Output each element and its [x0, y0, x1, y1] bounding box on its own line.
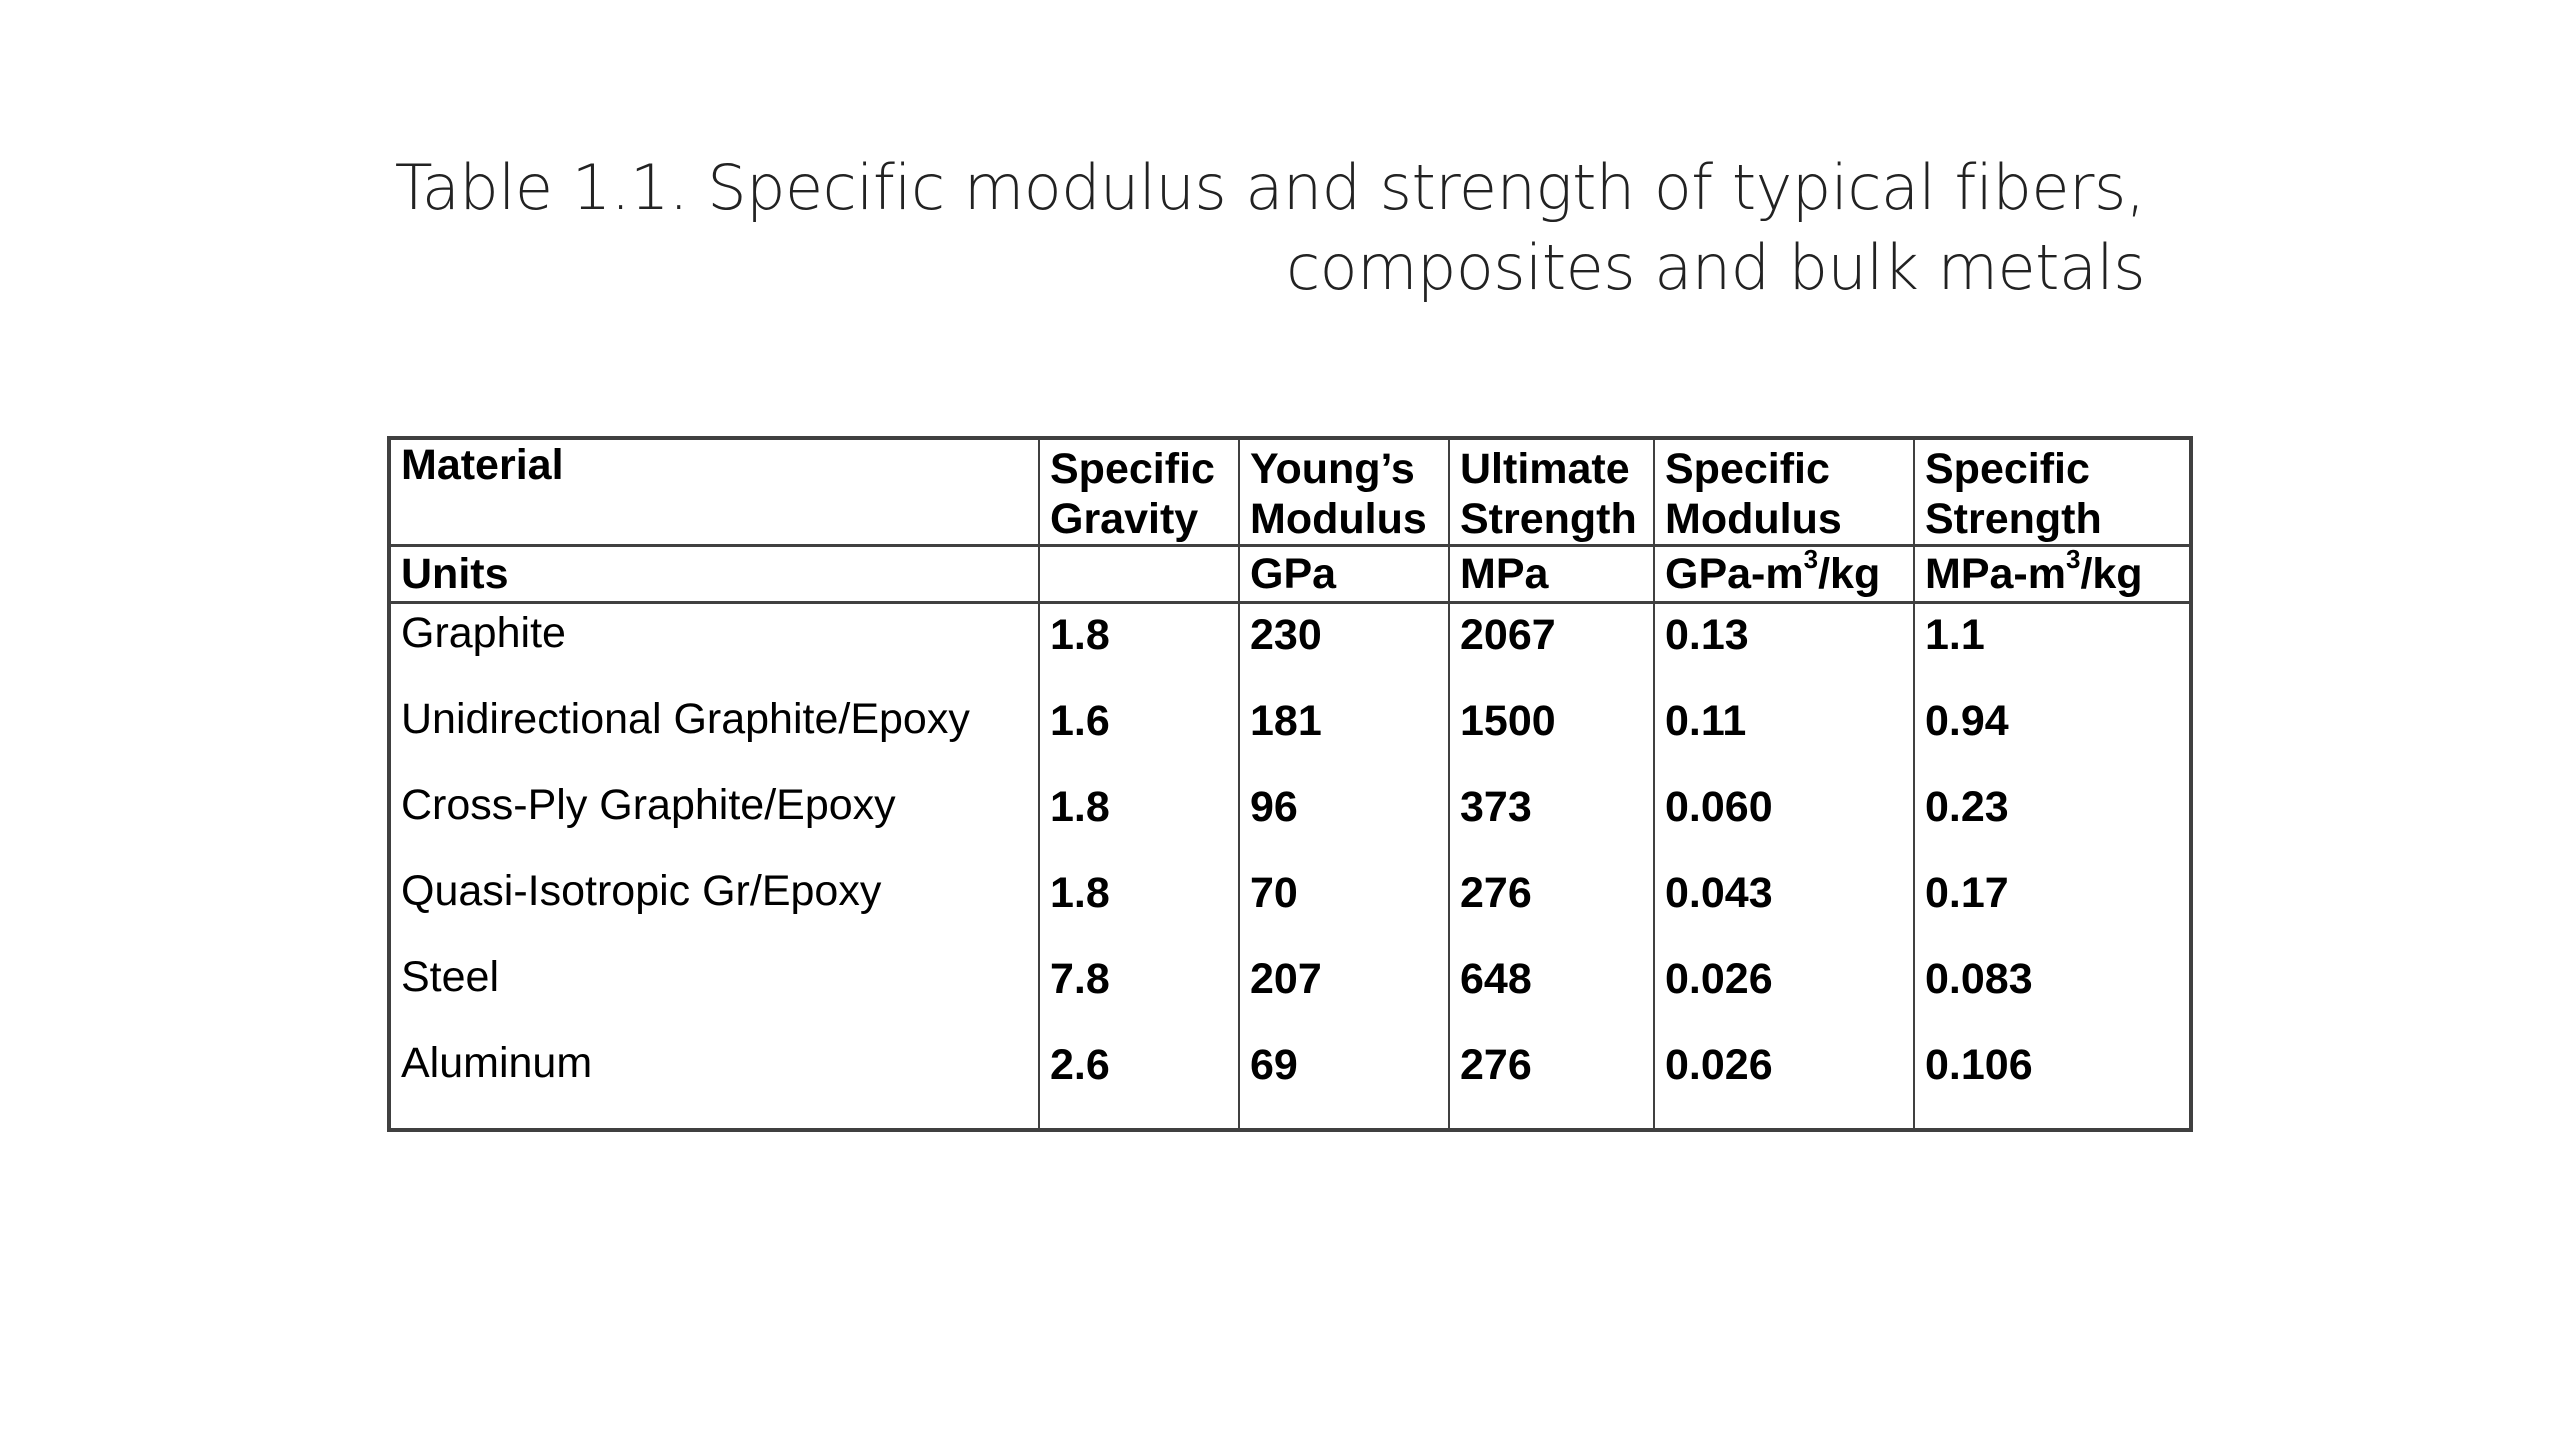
specific-strength-cell: 0.083: [1914, 948, 2191, 1034]
specific-modulus-cell: 0.060: [1654, 776, 1914, 862]
slide-title: [300, 148, 2145, 308]
table-row: [389, 776, 2191, 862]
header-specific-modulus: Specific Modulus: [1654, 438, 1914, 546]
youngs-modulus-cell: 207: [1239, 948, 1449, 1034]
header-material: Material: [389, 438, 1039, 546]
header-specific-strength: Specific Strength: [1914, 438, 2191, 546]
specific-gravity-cell: 2.6: [1039, 1034, 1239, 1130]
ultimate-strength-cell: 1500: [1449, 690, 1654, 776]
youngs-modulus-cell: 96: [1239, 776, 1449, 862]
specific-gravity-cell: 1.6: [1039, 690, 1239, 776]
specific-strength-cell: 0.17: [1914, 862, 2191, 948]
units-specific-modulus: GPa-$m^3/kg$: [1654, 546, 1914, 603]
units-specific-gravity: [1039, 546, 1239, 603]
youngs-modulus-cell: 181: [1239, 690, 1449, 776]
materials-table: [387, 436, 2193, 1132]
specific-modulus-cell: 0.026: [1654, 1034, 1914, 1130]
units-youngs-modulus: GPa: [1239, 546, 1449, 603]
material-cell: Graphite: [389, 603, 1039, 691]
specific-strength-cell: 0.23: [1914, 776, 2191, 862]
specific-strength-cell: 0.106: [1914, 1034, 2191, 1130]
specific-gravity-cell: 7.8: [1039, 948, 1239, 1034]
youngs-modulus-cell: 69: [1239, 1034, 1449, 1130]
table-row: [389, 862, 2191, 948]
header-specific-gravity: Specific Gravity: [1039, 438, 1239, 546]
slide-title-line-1: Table 1.1. Specific modulus and strength of typical fibers,: [394, 151, 2145, 224]
table-row: [389, 1034, 2191, 1130]
specific-strength-cell: 0.94: [1914, 690, 2191, 776]
material-cell: Aluminum: [389, 1034, 1039, 1130]
specific-gravity-cell: 1.8: [1039, 776, 1239, 862]
table-row: [389, 690, 2191, 776]
units-specific-strength: MPa-$m^3/kg$: [1914, 546, 2191, 603]
specific-gravity-cell: 1.8: [1039, 603, 1239, 691]
material-cell: Quasi-Isotropic Gr/Epoxy: [389, 862, 1039, 948]
ultimate-strength-cell: 276: [1449, 862, 1654, 948]
ultimate-strength-cell: 648: [1449, 948, 1654, 1034]
material-cell: Unidirectional Graphite/Epoxy: [389, 690, 1039, 776]
units-ultimate-strength: MPa: [1449, 546, 1654, 603]
ultimate-strength-cell: 276: [1449, 1034, 1654, 1130]
specific-modulus-cell: 0.11: [1654, 690, 1914, 776]
units-label: Units: [389, 546, 1039, 603]
ultimate-strength-cell: 2067: [1449, 603, 1654, 691]
units-row: [389, 546, 2191, 603]
header-youngs-modulus: Young’s Modulus: [1239, 438, 1449, 546]
specific-modulus-cell: 0.026: [1654, 948, 1914, 1034]
specific-modulus-cell: 0.13: [1654, 603, 1914, 691]
ultimate-strength-cell: 373: [1449, 776, 1654, 862]
table-row: [389, 948, 2191, 1034]
specific-strength-cell: 1.1: [1914, 603, 2191, 691]
youngs-modulus-cell: 70: [1239, 862, 1449, 948]
table-row: [389, 603, 2191, 691]
specific-modulus-cell: 0.043: [1654, 862, 1914, 948]
header-ultimate-strength: Ultimate Strength: [1449, 438, 1654, 546]
material-cell: Cross-Ply Graphite/Epoxy: [389, 776, 1039, 862]
specific-gravity-cell: 1.8: [1039, 862, 1239, 948]
youngs-modulus-cell: 230: [1239, 603, 1449, 691]
material-cell: Steel: [389, 948, 1039, 1034]
slide-title-line-2: composites and bulk metals: [1286, 231, 2145, 304]
header-row: [389, 438, 2191, 546]
